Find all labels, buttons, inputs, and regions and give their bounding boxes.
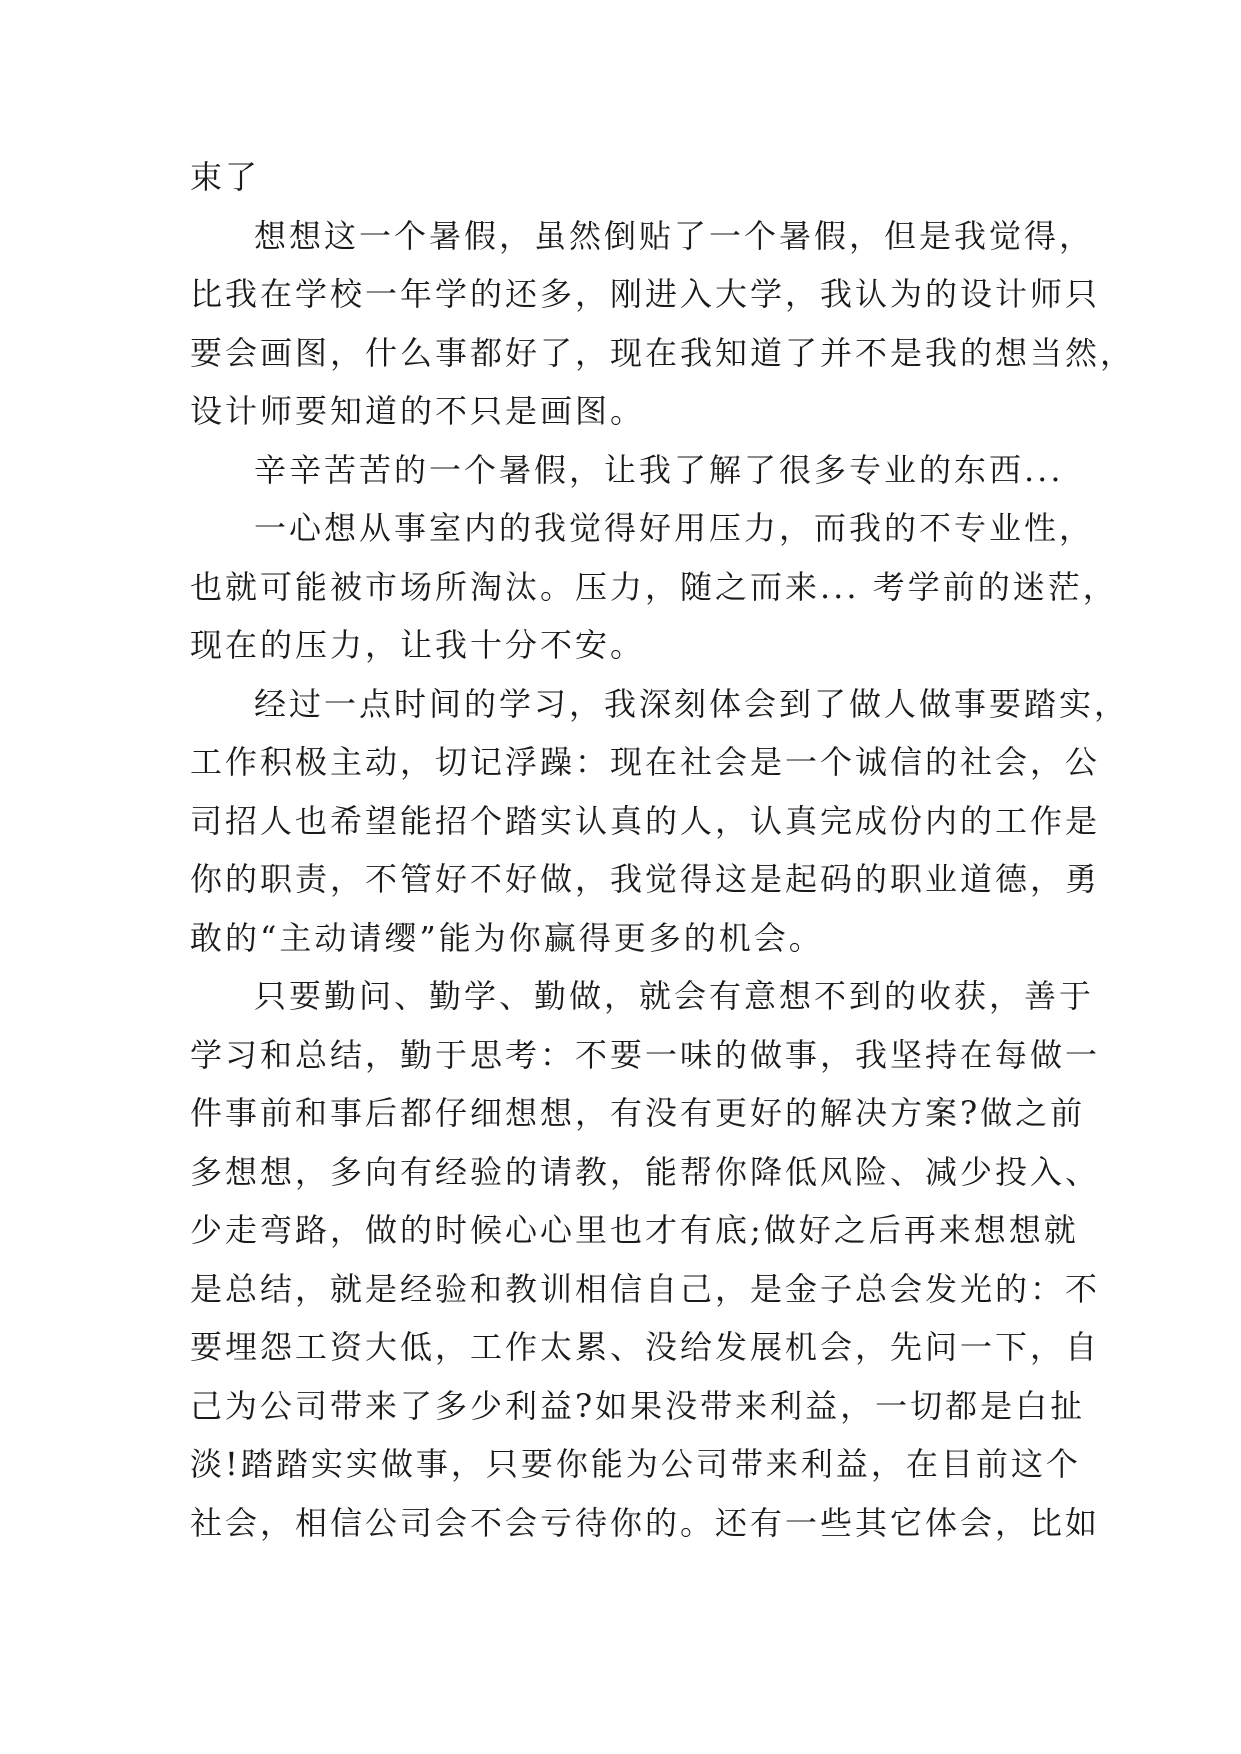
- text-line: 经过一点时间的学习，我深刻体会到了做人做事要踏实，: [254, 684, 1130, 723]
- text-line: 己为公司带来了多少利益?如果没带来利益，一切都是白扯: [190, 1386, 1086, 1425]
- text-line: 淡!踏踏实实做事，只要你能为公司带来利益，在目前这个: [190, 1445, 1081, 1483]
- text-line: 少走弯路，做的时候心心里也才有底;做好之后再来想想就: [190, 1211, 1079, 1249]
- text-line: 设计师要知道的不只是画图。: [190, 392, 646, 430]
- text-line: 辛辛苦苦的一个暑假，让我了解了很多专业的东西...: [254, 450, 1064, 489]
- text-line: 学习和总结，勤于思考：不要一味的做事，我坚持在每做一: [190, 1035, 1101, 1074]
- text-line: 比我在学校一年学的还多，刚进入大学，我认为的设计师只: [190, 275, 1101, 313]
- text-line: 件事前和事后都仔细想想，有没有更好的解决方案?做之前: [190, 1094, 1086, 1132]
- text-line: 束了: [190, 158, 261, 196]
- text-line: 只要勤问、勤学、勤做，就会有意想不到的收获，善于: [254, 977, 1095, 1015]
- text-line: 也就可能被市场所淘汰。压力，随之而来... 考学前的迷茫，: [190, 567, 1118, 606]
- text-line: 工作积极主动，切记浮躁：现在社会是一个诚信的社会，公: [190, 743, 1101, 781]
- text-line: 要会画图，什么事都好了，现在我知道了并不是我的想当然，: [190, 333, 1136, 372]
- text-line: 现在的压力，让我十分不安。: [190, 626, 646, 664]
- text-line: 多想想，多向有经验的请教，能帮你降低风险、减少投入、: [190, 1152, 1101, 1191]
- document-body: [190, 148, 1136, 1552]
- text-line: 社会，相信公司会不会亏待你的。还有一些其它体会，比如: [190, 1503, 1101, 1542]
- text-line: 司招人也希望能招个踏实认真的人，认真完成份内的工作是: [190, 801, 1101, 840]
- text-line: 想想这一个暑假，虽然倒贴了一个暑假，但是我觉得，: [254, 216, 1095, 255]
- text-line: 你的职责，不管好不好做，我觉得这是起码的职业道德，勇: [190, 860, 1101, 898]
- text-line: 要埋怨工资大低，工作太累、没给发展机会，先问一下，自: [190, 1328, 1101, 1366]
- text-line: 敢的“主动请缨”能为你赢得更多的机会。: [190, 918, 824, 957]
- text-line: 一心想从事室内的我觉得好用压力，而我的不专业性，: [254, 509, 1095, 547]
- text-line: 是总结，就是经验和教训相信自己，是金子总会发光的：不: [190, 1269, 1101, 1308]
